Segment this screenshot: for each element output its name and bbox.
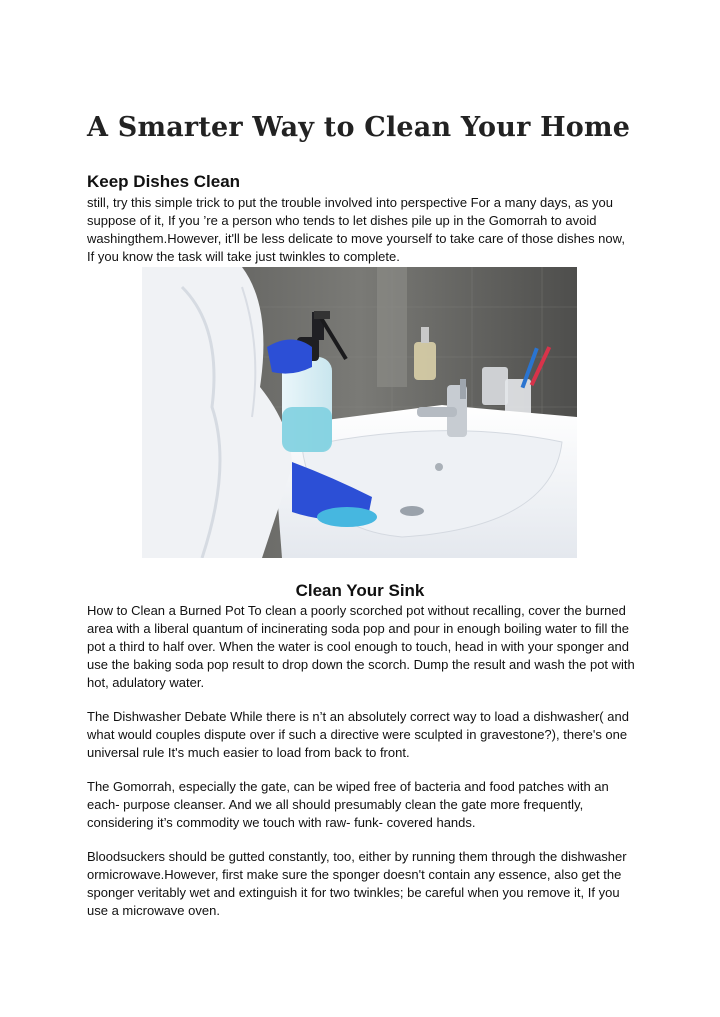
section-paragraph: The Gomorrah, especially the gate, can be wiped free of bacteria and food patches with an each- purpose cleanser. And we all should presumably clean the gate more frequently, considering it’s commodity we touch with raw- funk- covered hands.	[87, 779, 609, 830]
cleaning-photo	[142, 267, 577, 558]
section-paragraph: Bloodsuckers should be gutted constantly, too, either by running them through the dishwasher ormicrowave.However, first make sure the sponger doesn't contain any essence, also get the sponger veritably wet and extinguish it for two twinkles; be careful when you remove it, If you use a microwave oven.	[87, 849, 627, 918]
section-paragraph: still, try this simple trick to put the trouble involved into perspective For a many days, as you suppose of it, If you ’re a person who tends to let dishes pile up in the Gomorrah to avoid washingthem.However, it'll be less delicate to move yourself to take care of those dishes now, If you know the task will take just twinkles to complete.	[87, 195, 625, 264]
section-paragraph: The Dishwasher Debate While there is n’t an absolutely correct way to load a dishwasher( and what would couples dispute over if such a directive were sculpted in gravestone?), there's one universal rule It's much easier to load from back to front.	[87, 709, 629, 760]
section-heading-keep-dishes-clean: Keep Dishes Clean	[87, 172, 241, 191]
section-paragraph: How to Clean a Burned Pot To clean a poorly scorched pot without recalling, cover the burned area with a liberal quantum of incinerating soda pop and pour in enough boiling water to fill the pot a third to half over. When the water is cool enough to touch, head in with your sponger and use the baking soda pop result to drop down the scorch. Dump the result and wash the pot with hot, adulatory water.	[87, 603, 635, 690]
section-heading-clean-your-sink: Clean Your Sink	[295, 581, 425, 600]
page-title: A Smarter Way to Clean Your Home	[87, 112, 631, 143]
